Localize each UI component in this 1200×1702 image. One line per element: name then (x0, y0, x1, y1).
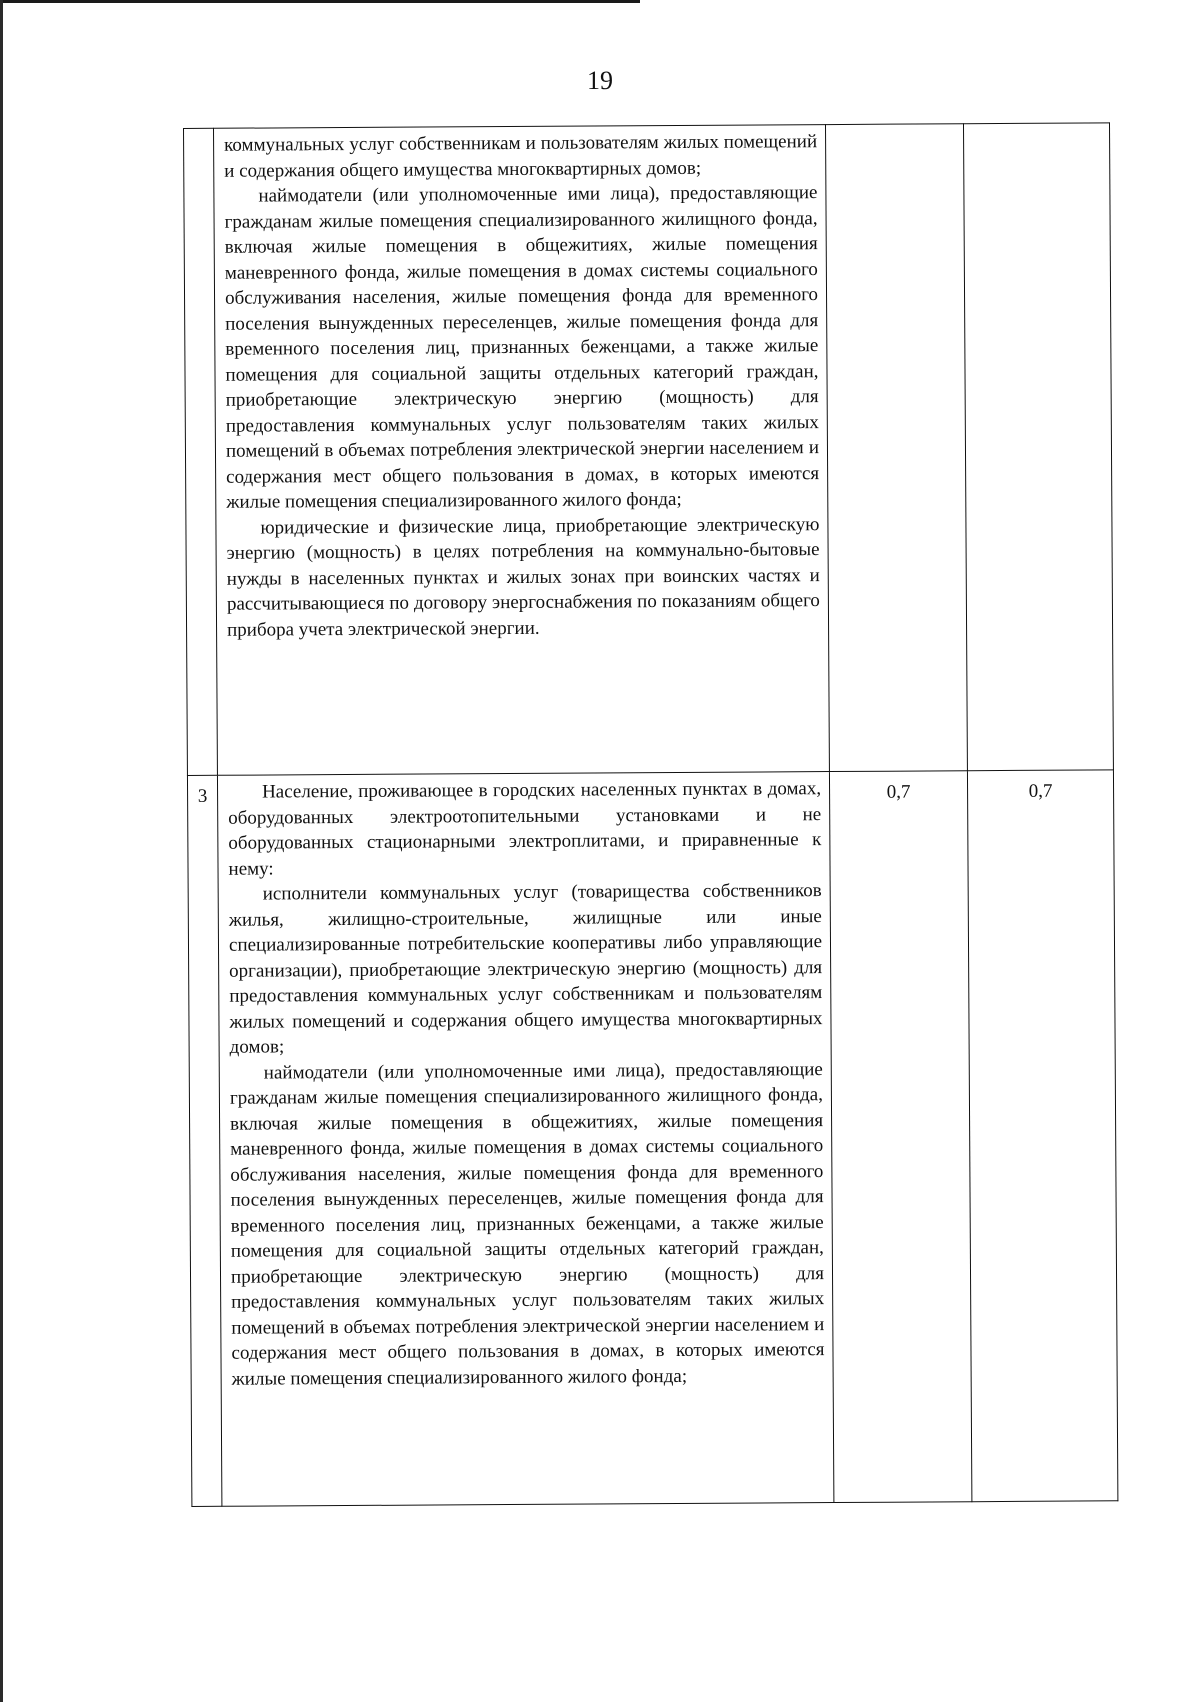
tariff-table (183, 122, 1118, 1507)
value-cell-1 (825, 124, 967, 772)
paragraph: юридические и физические лица, приобретающие электрическую энергию (мощность) в целях потребления на коммунально-бытовые нужды в населенных пунктах и жилых зонах при воинских частях и рассчитывающиеся по договору энергоснабжения по показаниям общего прибора учета электрической энергии. (226, 513, 820, 641)
row-number-cell (184, 128, 218, 775)
paragraph: исполнители коммунальных услуг (товарищества собственников жилья, жилищно-строительные, жилищные или иные специализированные потребительские кооперативы либо управляющие организации), приобретающие электрическую энергию (мощность) для предоставления коммунальных услуг собственникам и пользователям жилых помещений и содержания общего имущества многоквартирных домов; (228, 880, 823, 1058)
paragraph: коммунальных услуг собственникам и пользователям жилых помещений и содержания общего имущества многоквартирных домов; (224, 131, 818, 182)
table-row (184, 123, 1114, 776)
page-number: 19 (587, 66, 613, 95)
table-row (187, 770, 1117, 1507)
paragraph: наймодатели (или уполномоченные ими лица), предоставляющие гражданам жилые помещения специализированного жилищного фонда, включая жилые помещения в общежитиях, жилые помещения маневренного фонда, жилые помещения в домах системы социального обслуживания населения, жилые помещения фонда для временного поселения вынужденных переселенцев, жилые помещения фонда для временного поселения лиц, признанных беженцами, а также жилые помещения для социальной защиты отдельных категорий граждан, приобретающие электрическую энергию (мощность) для предоставления коммунальных услуг пользователям таких жилых помещений в объемах потребления электрической энергии населением и содержания мест общего пользования в домах, в которых имеются жилые помещения специализированного жилого фонда; (229, 1058, 825, 1390)
value-cell-2: 0,7 (967, 770, 1117, 1502)
row-number-cell: 3 (187, 775, 221, 1506)
value-cell-1: 0,7 (829, 771, 971, 1503)
row-description-cell (217, 772, 833, 1507)
paragraph: наймодатели (или уполномоченные ими лица), предоставляющие гражданам жилые помещения специализированного жилищного фонда, включая жилые помещения в общежитиях, жилые помещения маневренного фонда, жилые помещения в домах системы социального обслуживания населения, жилые помещения фонда для временного поселения вынужденных переселенцев, жилые помещения фонда для временного поселения лиц, признанных беженцами, а также жилые помещения для социальной защиты отдельных категорий граждан, приобретающие электрическую энергию (мощность) для предоставления коммунальных услуг пользователям таких жилых помещений в объемах потребления электрической энергии населением и содержания мест общего пользования в домах, в которых имеются жилые помещения специализированного жилого фонда; (224, 182, 820, 513)
scan-edge-left (0, 0, 3, 1702)
paragraph: Население, проживающее в городских населенных пунктах в домах, оборудованных электроотопительными установками и не оборудованных стационарными электроплитами, и приравненные к нему: (228, 778, 822, 880)
scan-edge-top (0, 0, 640, 3)
row-description-cell (214, 125, 830, 776)
value-cell-2 (963, 123, 1113, 771)
